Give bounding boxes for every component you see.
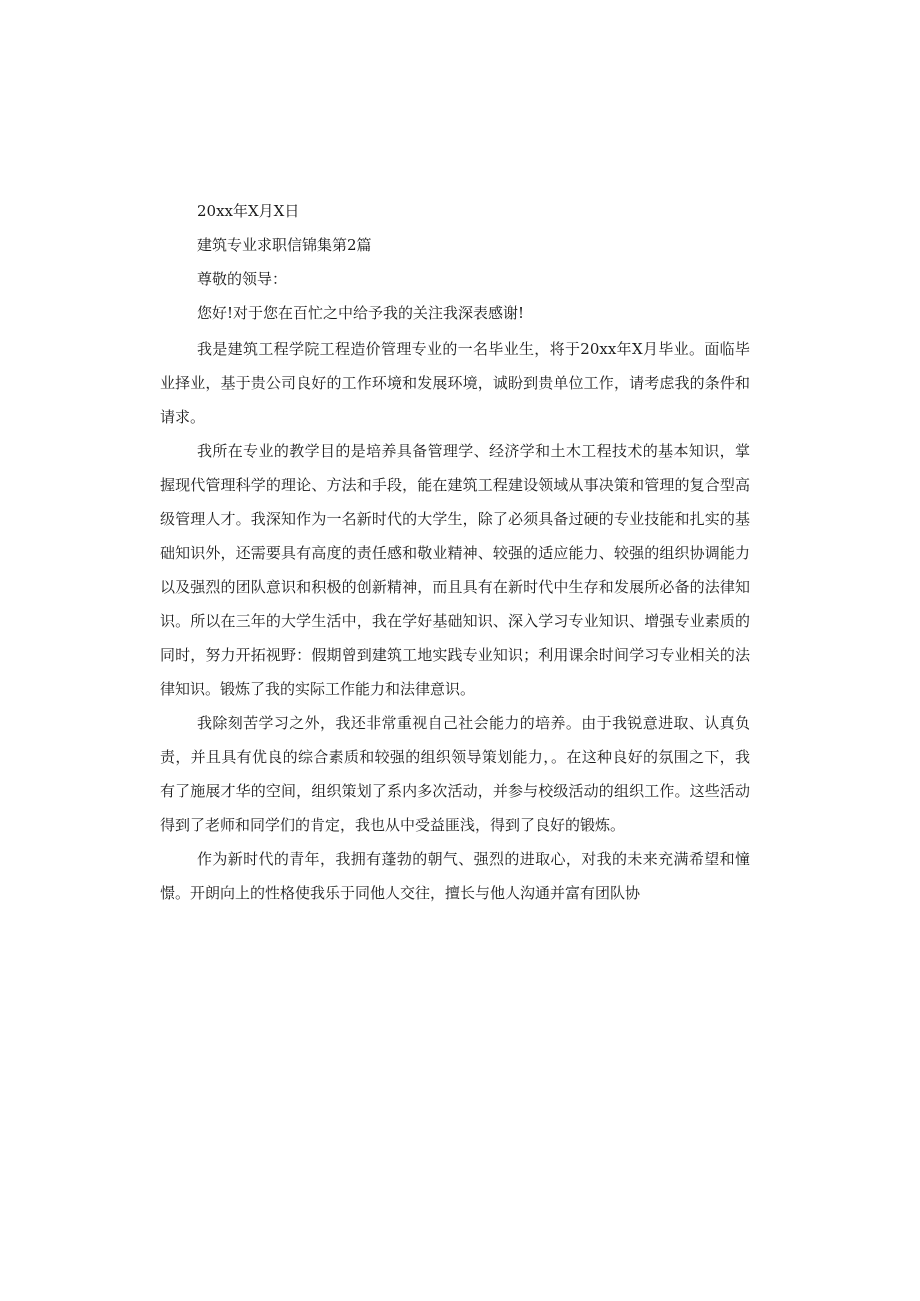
letter-salutation: 尊敬的领导： xyxy=(197,270,288,288)
paragraph: 我除刻苦学习之外，我还非常重视自己社会能力的培养。由于我锐意进取、认真负责，并且具有优良的综合素质和较强的组织领导策划能力，。在这种良好的氛围之下，我有了施展才华的空间，组织策划了系内多次活动，并参与校级活动的组织工作。这些活动得到了老师和同学们的肯定，我也从中受益匪浅，得到了良好的锻炼。 xyxy=(160,714,750,834)
paragraph: 作为新时代的青年，我拥有蓬勃的朝气、强烈的进取心，对我的未来充满希望和憧憬。开朗向上的性格使我乐于同他人交往，擅长与他人沟通并富有团队协 xyxy=(160,850,750,902)
letter-body xyxy=(160,196,750,910)
letter-title: 建筑专业求职信锦集第2篇 xyxy=(197,236,372,254)
letter-greeting: 您好!对于您在百忙之中给予我的关注我深表感谢! xyxy=(197,304,525,322)
paragraph: 我所在专业的教学目的是培养具备管理学、经济学和土木工程技术的基本知识，掌握现代管理科学的理论、方法和手段，能在建筑工程建设领域从事决策和管理的复合型高级管理人才。我深知作为一名新时代的大学生，除了必须具备过硬的专业技能和扎实的基础知识外，还需要具有高度的责任感和敬业精神、较强的适应能力、较强的组织协调能力以及强烈的团队意识和积极的创新精神，而且具有在新时代中生存和发展所必备的法律知识。所以在三年的大学生活中，我在学好基础知识、深入学习专业知识、增强专业素质的同时，努力开拓视野：假期曾到建筑工地实践专业知识；利用课余时间学习专业相关的法律知识。锻炼了我的实际工作能力和法律意识。 xyxy=(160,442,750,698)
letter-date: 20xx年X月X日 xyxy=(197,202,300,220)
paragraph: 我是建筑工程学院工程造价管理专业的一名毕业生，将于20xx年X月毕业。面临毕业择业，基于贵公司良好的工作环境和发展环境，诚盼到贵单位工作，请考虑我的条件和请求。 xyxy=(160,340,750,426)
